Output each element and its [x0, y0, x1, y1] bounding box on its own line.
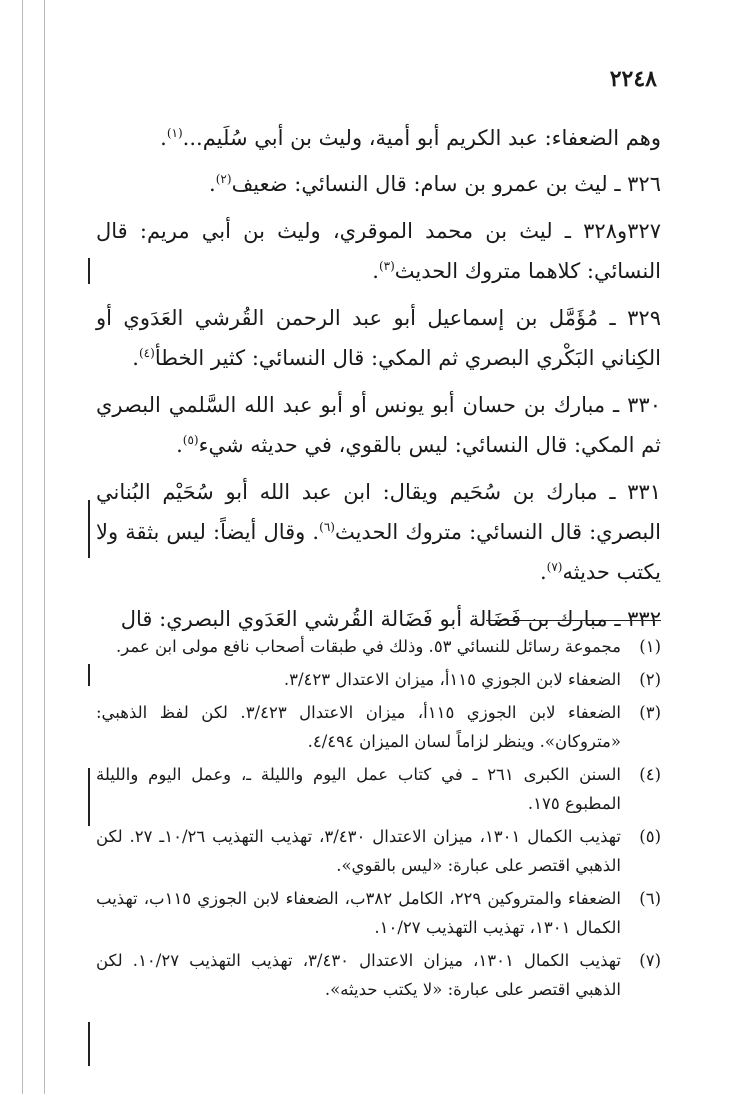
entry-text: مبارك بن سُحَيم ويقال: ابن عبد الله أبو سُحَيْم البُناني البصري: قال النسائي: متروك الحديث [96, 480, 661, 544]
footnote-ref: (٤) [138, 346, 155, 360]
footnotes [96, 632, 661, 1008]
entry: ٣٣١ ـ مبارك بن سُحَيم ويقال: ابن عبد الله أبو سُحَيْم البُناني البصري: قال النسائي: متروك الحديث$^{(٦)}$. وقال أيضاً: ليس بثقة ولا يكتب حديثه$^{(٧)}$. [96, 480, 661, 584]
entry-number: ٣٣٠ [627, 393, 661, 417]
entry: ٣٢٦ ـ ليث بن عمرو بن سام: قال النسائي: ضعيف$^{(٢)}$. [209, 172, 661, 196]
footnote [96, 946, 661, 1004]
intro-paragraph: وهم الضعفاء: عبد الكريم أبو أمية، وليث بن أبي سُلَيم...$^{(١)}$. [160, 126, 661, 150]
footnote-number: (٦) [639, 889, 661, 908]
entry-text: مُؤَمَّل بن إسماعيل أبو عبد الرحمن القُرشي العَدَوي أو الكِناني البَكْري البصري ثم المكي: قال النسائي: كثير الخطأ [96, 306, 661, 370]
margin-mark [88, 768, 90, 826]
footnote [96, 632, 661, 661]
entry-text: ليث بن عمرو بن سام: قال النسائي: ضعيف [231, 172, 608, 196]
footnote-ref: (٧) [546, 560, 563, 574]
footnote-divider [486, 620, 661, 621]
entry-text-continued: . وقال أيضاً: ليس بثقة ولا يكتب حديثه [96, 520, 661, 584]
entry-text: ليث بن محمد الموقري، وليث بن أبي مريم: قال النسائي: كلاهما متروك الحديث [96, 219, 661, 283]
footnote [96, 698, 661, 756]
entry-number: ٣٢٩ [627, 306, 661, 330]
footnote [96, 822, 661, 880]
footnote-text: تهذيب الكمال ١٣٠١، ميزان الاعتدال ٣/٤٣٠، تهذيب التهذيب ١٠/٢٧. لكن الذهبي اقتصر على عبارة: «لا يكتب حديثه». [96, 951, 621, 999]
entry-end: . [372, 259, 379, 283]
main-text [96, 118, 661, 646]
footnote-ref: (٣) [378, 259, 395, 273]
entry-number: ٣٣٢ [627, 607, 661, 631]
scan-line [22, 0, 23, 1094]
entry-end: . [539, 560, 547, 584]
footnote-text: الضعفاء لابن الجوزي ١١٥أ، ميزان الاعتدال ٣/٤٢٣. [283, 670, 621, 689]
footnote-ref: (٥) [182, 433, 199, 447]
margin-mark [88, 1022, 90, 1066]
entry: ٣٣٢ ـ مبارك بن فَضَالة أبو فَضَالة القُرشي العَدَوي البصري: قال [120, 607, 661, 631]
entry: ٣٢٩ ـ مُؤَمَّل بن إسماعيل أبو عبد الرحمن القُرشي العَدَوي أو الكِناني البَكْري البصري ثم المكي: قال النسائي: كثير الخطأ$^{(٤)}$. [96, 306, 661, 370]
footnote-number: (١) [639, 637, 661, 656]
footnote-text: السنن الكبرى ٢٦١ ـ في كتاب عمل اليوم والليلة ـ، وعمل اليوم والليلة المطبوع ١٧٥. [96, 765, 621, 813]
footnote-ref: (٢) [215, 172, 232, 186]
page-number: ٢٢٤٨ [609, 66, 657, 92]
footnote-ref: (٦) [319, 520, 335, 534]
footnote-number: (٥) [639, 827, 661, 846]
intro-text: وهم الضعفاء: عبد الكريم أبو أمية، وليث بن أبي سُلَيم... [182, 126, 661, 150]
footnote-number: (٧) [639, 951, 661, 970]
margin-mark [88, 258, 90, 284]
margin-mark [88, 664, 90, 686]
footnote [96, 884, 661, 942]
footnote [96, 760, 661, 818]
footnote-number: (٣) [639, 703, 661, 722]
entry: ٣٢٧و٣٢٨ ـ ليث بن محمد الموقري، وليث بن أبي مريم: قال النسائي: كلاهما متروك الحديث$^{(٣)}$. [96, 219, 661, 283]
entry-end: . [132, 346, 139, 370]
footnote-text: الضعفاء والمتروكين ٢٢٩، الكامل ٣٨٢ب، الضعفاء لابن الجوزي ١١٥ب، تهذيب الكمال ١٣٠١، تهذيب التهذيب ١٠/٢٧. [96, 889, 621, 937]
footnote-number: (٤) [639, 765, 661, 784]
margin-mark [88, 500, 90, 558]
footnote-ref: (١) [166, 126, 183, 140]
footnote [96, 665, 661, 694]
entry-number: ٣٣١ [627, 480, 661, 504]
footnote-text: الضعفاء لابن الجوزي ١١٥أ، ميزان الاعتدال ٣/٤٢٣. لكن لفظ الذهبي: «متروكان». وينظر لزاماً لسان الميزان ٤/٤٩٤. [96, 703, 622, 751]
entry-number: ٣٢٦ [627, 172, 661, 196]
footnote-number: (٢) [639, 670, 661, 689]
entry: ٣٣٠ ـ مبارك بن حسان أبو يونس أو أبو عبد الله السَّلمي البصري ثم المكي: قال النسائي: ليس بالقوي، في حديثه شيء$^{(٥)}$. [96, 393, 661, 457]
entry-text: مبارك بن فَضَالة أبو فَضَالة القُرشي العَدَوي البصري: قال [120, 607, 608, 631]
footnote-text: مجموعة رسائل للنسائي ٥٣. وذلك في طبقات أصحاب نافع مولى ابن عمر. [115, 637, 621, 656]
entry-end: . [176, 433, 183, 457]
entry-end: . [209, 172, 216, 196]
footnote-text: تهذيب الكمال ١٣٠١، ميزان الاعتدال ٣/٤٣٠، تهذيب التهذيب ١٠/٢٦ـ ٢٧. لكن الذهبي اقتصر على عبارة: «ليس بالقوي». [96, 827, 621, 875]
entry-number: ٣٢٧و٣٢٨ [583, 219, 661, 243]
entry-text: مبارك بن حسان أبو يونس أو أبو عبد الله السَّلمي البصري ثم المكي: قال النسائي: ليس بالقوي، في حديثه شيء [96, 393, 661, 457]
scan-line [44, 0, 45, 1094]
